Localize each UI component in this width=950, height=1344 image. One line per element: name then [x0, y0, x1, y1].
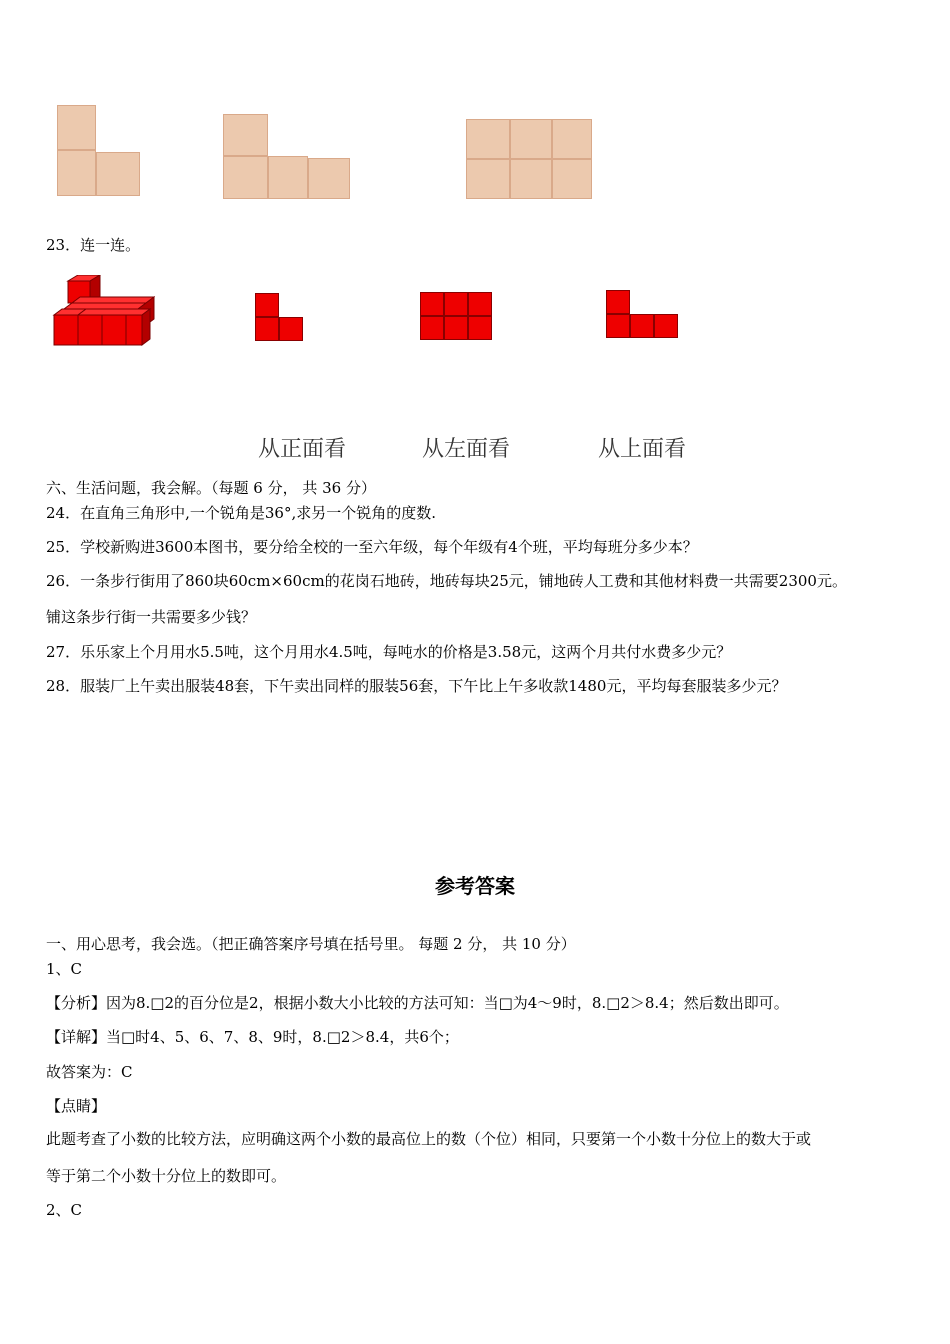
answer-1-comment-label: 【点睛】 — [46, 1097, 107, 1115]
red-square — [654, 314, 678, 338]
tan-square — [552, 159, 592, 199]
view-label-front: 从正面看 — [258, 437, 347, 462]
red-3d-block-figure — [50, 275, 155, 355]
section-6-heading: 六、生活问题，我会解。（每题 6 分， 共 36 分） — [46, 479, 376, 497]
answer-1-detail: 【详解】当□时4、5、6、7、8、9时，8.□2＞8.4，共6个； — [46, 1028, 459, 1046]
tan-square — [510, 159, 552, 199]
answer-1-analysis: 【分析】因为8.□2的百分位是2，根据小数大小比较的方法可知：当□为4～9时，8.□2＞8.4；然后数出即可。 — [46, 994, 789, 1012]
red-square — [468, 316, 492, 340]
view-label-left: 从左面看 — [422, 437, 511, 462]
red-square — [630, 314, 654, 338]
red-square — [468, 292, 492, 316]
question-27: 27．乐乐家上个月用水5.5吨，这个月用水4.5吨，每吨水的价格是3.58元，这两个月共付水费多少元？ — [46, 643, 732, 661]
tan-square — [57, 105, 96, 150]
red-square — [420, 316, 444, 340]
tan-square — [466, 119, 510, 159]
tan-square — [552, 119, 592, 159]
answers-section-1-heading: 一、用心思考，我会选。（把正确答案序号填在括号里。 每题 2 分， 共 10 分） — [46, 935, 576, 953]
tan-square — [510, 119, 552, 159]
question-28: 28．服装厂上午卖出服装48套，下午卖出同样的服装56套，下午比上午多收款1480元，平均每套服装多少元？ — [46, 677, 787, 695]
red-square — [444, 292, 468, 316]
tan-square — [57, 150, 96, 196]
answer-1-label: 1、C — [46, 960, 83, 978]
question-26: 26．一条步行街用了860块60cm×60cm的花岗石地砖，地砖每块25元，铺地砖人工费和其他材料费一共需要2300元。 — [46, 572, 847, 590]
question-23: 23．连一连。 — [46, 236, 141, 254]
tan-square — [96, 152, 140, 196]
red-square — [444, 316, 468, 340]
red-square — [606, 290, 630, 314]
answers-title: 参考答案 — [435, 874, 515, 898]
tan-square — [223, 114, 268, 156]
answer-1-comment-line-1: 此题考查了小数的比较方法，应明确这两个小数的最高位上的数（个位）相同，只要第一个小数十分位上的数大于或 — [46, 1130, 812, 1148]
red-square — [279, 317, 303, 341]
question-24: 24．在直角三角形中,一个锐角是36°,求另一个锐角的度数. — [46, 504, 436, 522]
answer-2-label: 2、C — [46, 1201, 83, 1219]
answer-1-result: 故答案为：C — [46, 1063, 133, 1081]
tan-square — [268, 156, 308, 199]
red-square — [255, 317, 279, 341]
answer-1-comment-line-2: 等于第二个小数十分位上的数即可。 — [46, 1167, 287, 1185]
red-square — [606, 314, 630, 338]
tan-square — [308, 158, 350, 199]
red-square — [255, 293, 279, 317]
tan-square — [466, 159, 510, 199]
red-square — [420, 292, 444, 316]
question-25: 25．学校新购进3600本图书，要分给全校的一至六年级，每个年级有4个班，平均每班分多少本？ — [46, 538, 698, 556]
question-26-continued: 铺这条步行街一共需要多少钱？ — [46, 608, 257, 626]
tan-square — [223, 156, 268, 199]
view-label-top: 从上面看 — [598, 437, 687, 462]
